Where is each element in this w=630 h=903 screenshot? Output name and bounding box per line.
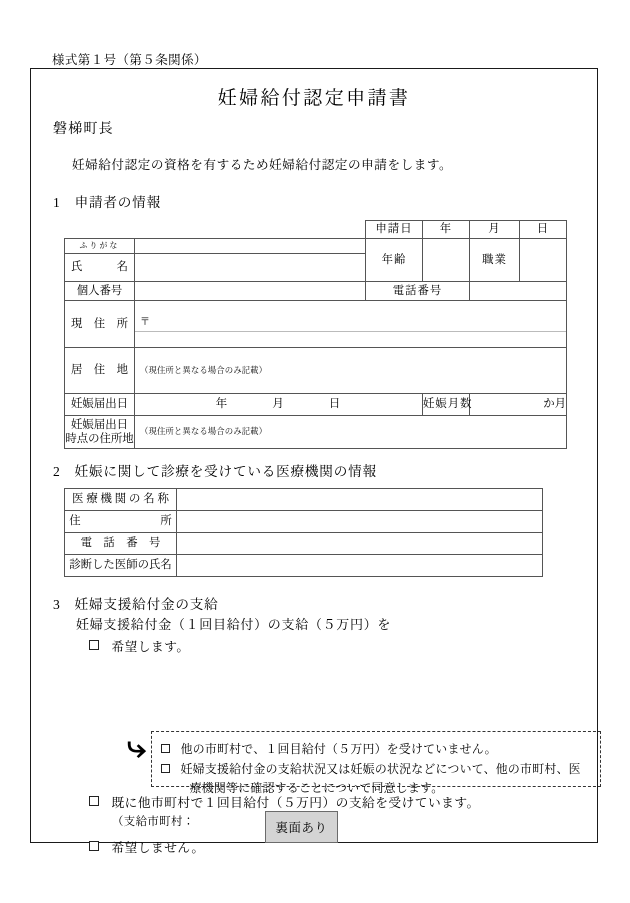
table-row [65,394,567,416]
section-3-title: 妊婦支援給付金の支給 [74,597,219,612]
checkbox-row-already-paid[interactable] [89,792,480,811]
postal-code-mark: 〒 [135,317,566,332]
field-name[interactable] [135,254,366,282]
label-age: 年齢 [366,239,423,282]
field-occupation[interactable] [520,239,567,282]
field-pregnancy-months[interactable]: か月 [470,394,567,416]
table-row [65,555,543,577]
label-month: 月 [470,221,520,239]
checkbox-label-request-no: 希望しません。 [111,841,205,855]
ymd-month: 月 [272,397,285,411]
section-3-subheading: 妊婦支援給付金（１回目給付）の支給（５万円）を [76,617,392,632]
table-row [65,489,543,511]
medical-row-label: 医 療 機 関 の 名 称 [65,489,177,511]
field-pregnancy-notification-date[interactable] [135,394,423,416]
checkbox-row-info-sharing-consent[interactable] [161,760,600,796]
table-row [65,221,567,239]
checkbox-already-paid[interactable] [89,796,99,806]
paid-city-field[interactable] [112,813,280,829]
label-year: 年 [423,221,470,239]
applicant-info-table [64,220,567,449]
section-3-number: 3 [53,597,61,612]
label-day: 日 [520,221,567,239]
field-individual-number[interactable] [135,282,366,301]
field-current-address[interactable] [135,301,567,348]
section-1-title: 申請者の情報 [74,195,161,210]
note-only-if-different: （現住所と異なる場合のみ記載） [140,365,268,375]
consent-box [151,731,601,795]
medical-row-value[interactable] [177,489,543,511]
form-number: 様式第１号（第５条関係） [52,53,207,67]
label-residence: 居 住 地 [65,348,135,394]
label-phone: 電話番号 [366,282,470,301]
medical-row-value[interactable] [177,511,543,533]
checkbox-row-request-no[interactable] [89,837,205,856]
backside-notice-tab[interactable]: 裏面あり [265,811,338,843]
table-row [65,511,543,533]
label-furigana: ふりがな [65,239,135,254]
field-pregnancy-notification-address[interactable] [135,416,567,449]
medical-row-label: 電 話 番 号 [65,533,177,555]
label-application-date: 申請日 [366,221,423,239]
label-occupation: 職業 [470,239,520,282]
checkbox-label-no-other-city: 他の市町村で、１回目給付（５万円）を受けていません。 [180,742,497,756]
field-phone[interactable] [470,282,567,301]
label-name: 氏 名 [65,254,135,282]
section-1-number: 1 [53,195,61,210]
section-3-heading [53,593,219,613]
label-pregnancy-notification-date: 妊娠届出日 [65,394,135,416]
label-pregnancy-months: 妊娠月数 [423,394,470,416]
arrow-down-right-icon: ⤷ [126,730,147,765]
checkbox-label-already-paid: 既に他市町村で１回目給付（５万円）の支給を受けています。 [111,796,480,810]
checkbox-request-yes[interactable] [89,640,99,650]
table-row [65,301,567,348]
field-furigana[interactable] [135,239,366,254]
medical-row-value[interactable] [177,555,543,577]
medical-row-label: 診断した医師の氏名 [65,555,177,577]
checkbox-request-no[interactable] [89,841,99,851]
addressee: 磐梯町長 [53,122,114,137]
field-age[interactable] [423,239,470,282]
table-row [65,282,567,301]
checkbox-row-no-other-city[interactable] [161,740,600,757]
checkbox-label-info-sharing-consent: 妊婦支援給付金の支給状況又は妊娠の状況などについて、他の市町村、医 療機関等に確認することについて同意します。 [180,762,581,795]
table-row [65,239,567,254]
ymd-day: 日 [328,397,342,411]
section-2-number: 2 [53,464,61,479]
ymd-year: 年 [215,397,229,411]
paid-city-label: （支給市町村： [112,816,195,828]
checkbox-label-request-yes: 希望します。 [111,640,190,654]
medical-institution-table [64,488,543,577]
note-only-if-different-2: （現住所と異なる場合のみ記載） [140,427,268,437]
section-2-title: 妊娠に関して診療を受けている医療機関の情報 [74,464,377,479]
table-row [65,533,543,555]
table-row [65,348,567,394]
label-address-at-time: 時点の住所地 [65,433,134,445]
checkbox-row-request-yes[interactable] [89,636,190,655]
page-title: 妊婦給付認定申請書 [217,88,411,109]
table-row [65,416,567,449]
label-individual-number: 個人番号 [65,282,135,301]
section-1-heading [53,191,161,211]
checkbox-no-other-city[interactable] [161,744,170,753]
field-residence[interactable] [135,348,567,394]
checkbox-info-sharing-consent[interactable] [161,764,170,773]
section-2-heading [53,460,377,480]
form-page [30,68,598,855]
intro-statement: 妊婦給付認定の資格を有するため妊婦給付認定の申請をします。 [72,158,453,172]
label-current-address: 現 住 所 [65,301,135,348]
medical-row-value[interactable] [177,533,543,555]
medical-row-label: 住 所 [65,511,177,533]
label-pregnancy-notification-address: 妊娠届出日 時点の住所地 [65,416,135,449]
